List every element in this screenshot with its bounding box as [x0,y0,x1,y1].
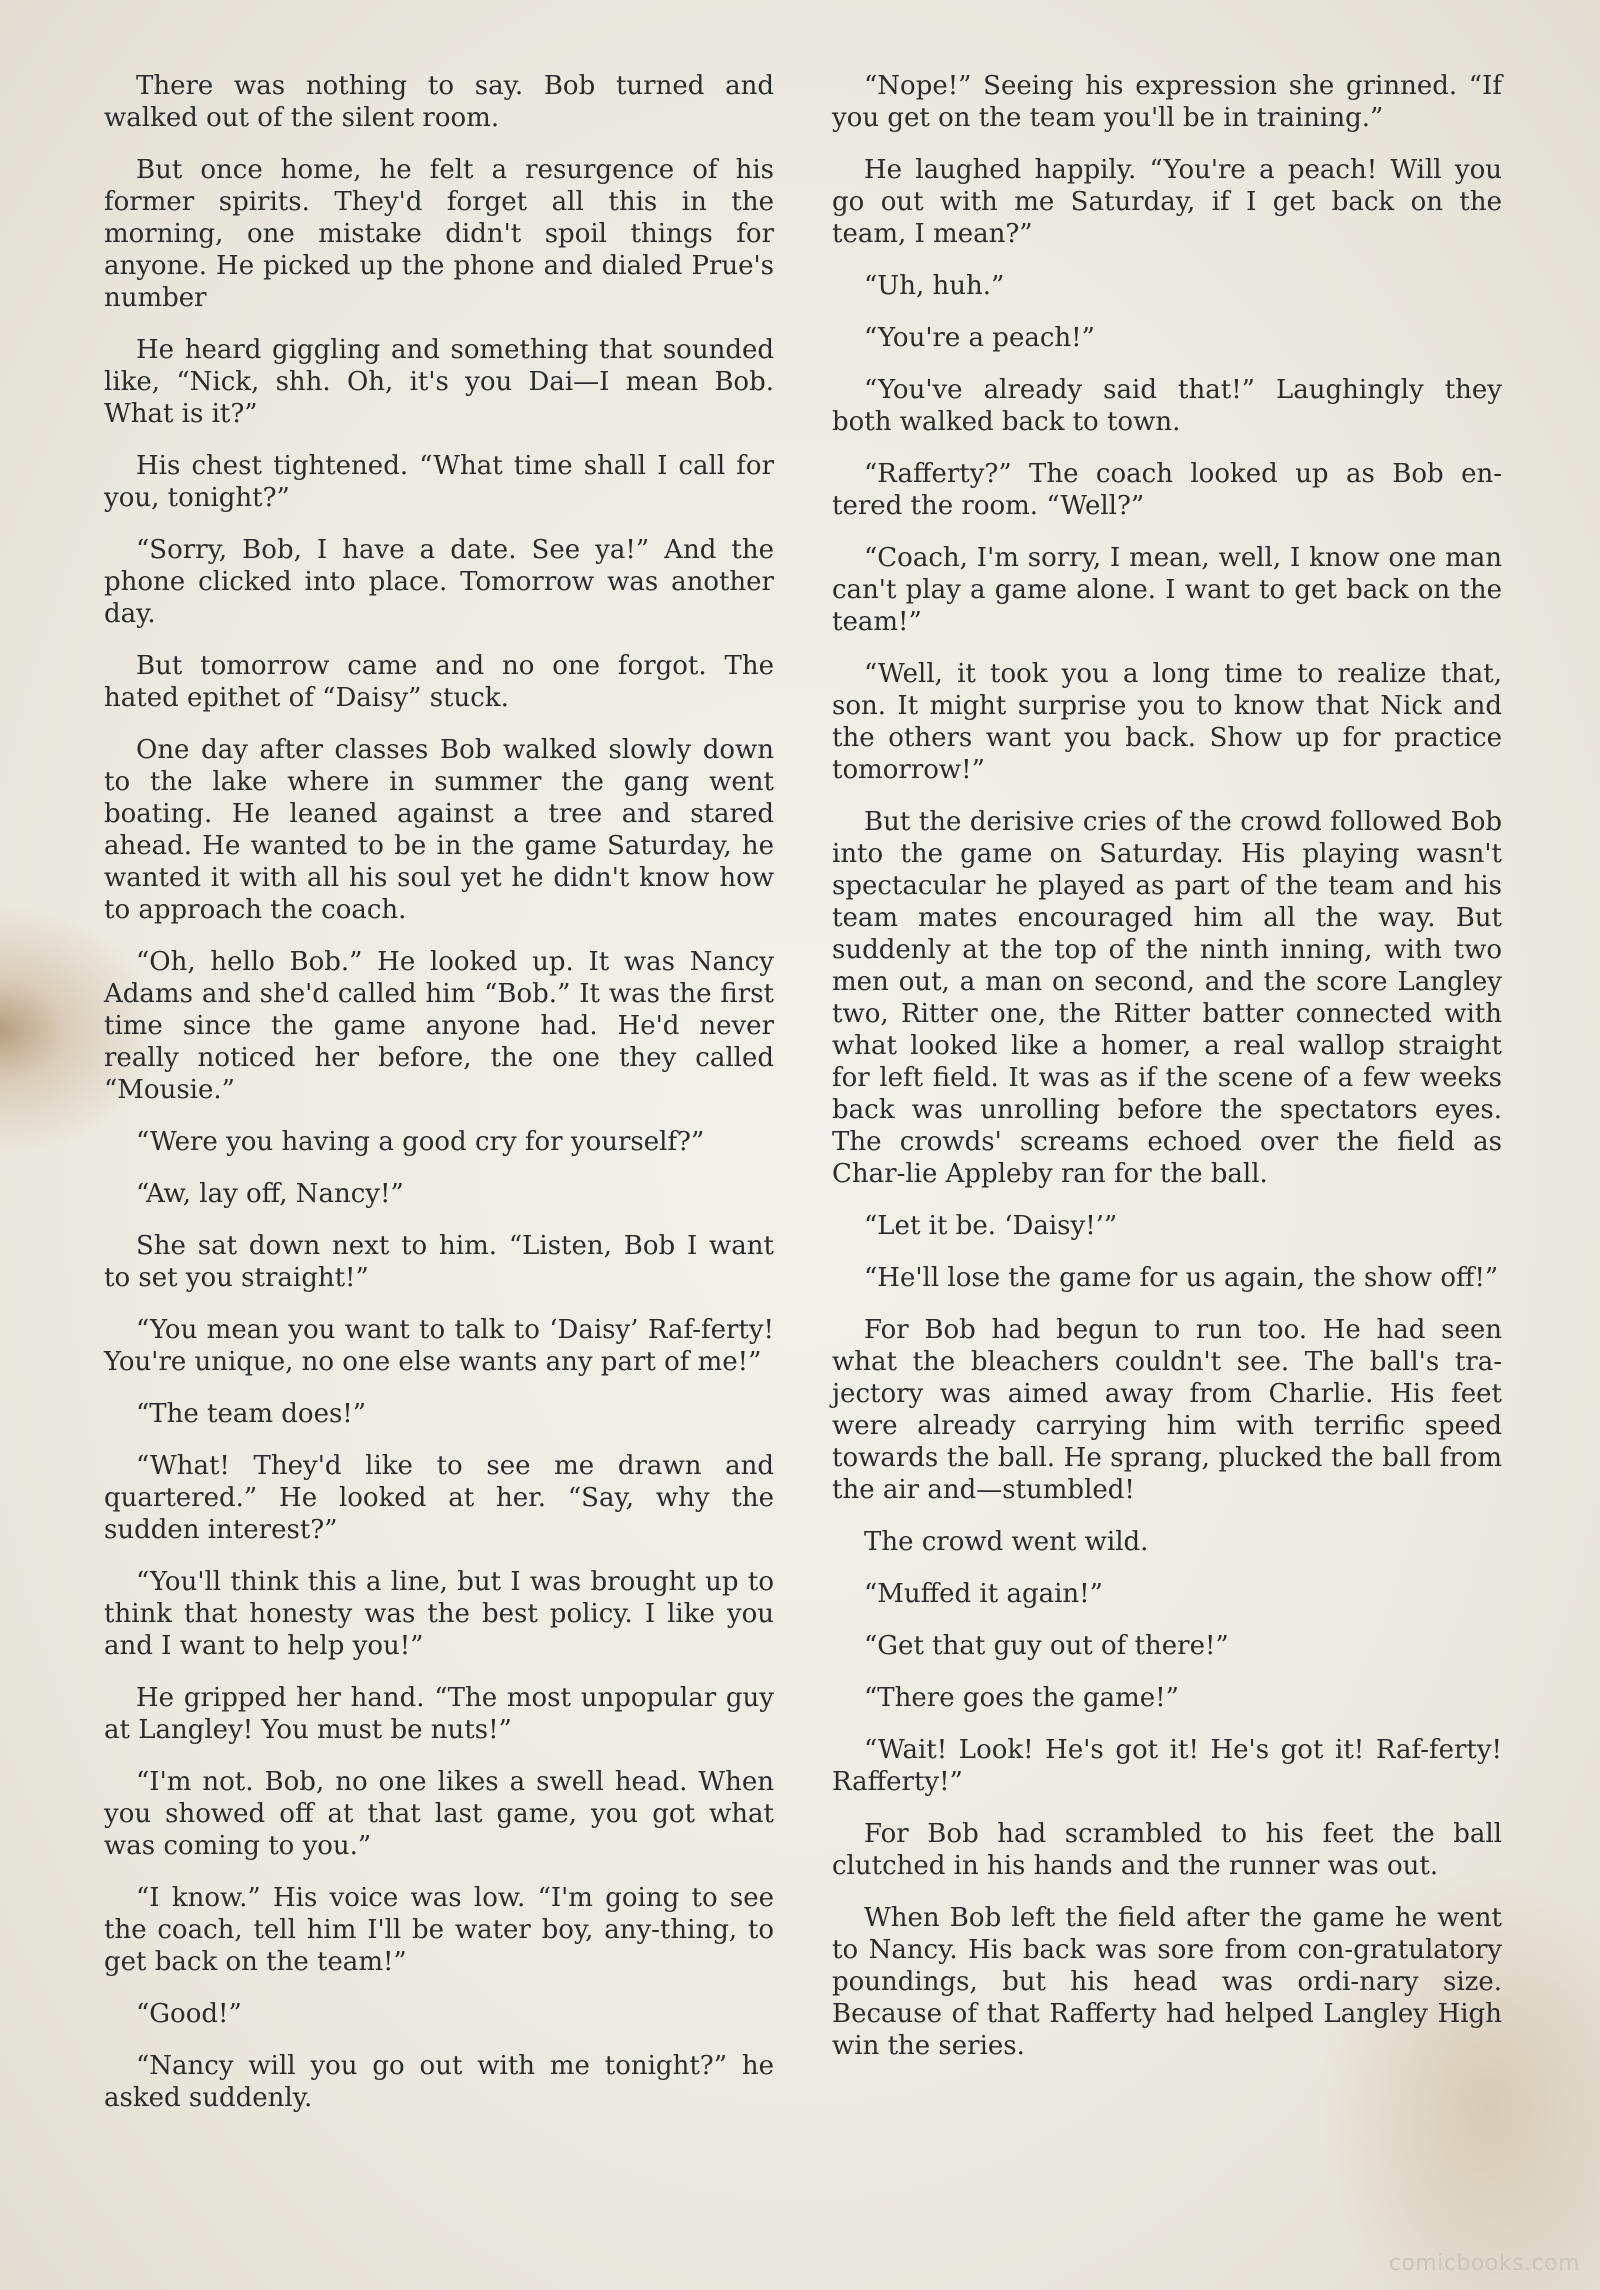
paragraph: He gripped her hand. “The most unpopular guy at Langley! You must be nuts!” [104,1683,774,1745]
paragraph: But tomorrow came and no one forgot. The hated epithet of “Daisy” stuck. [104,651,774,713]
paragraph: He heard giggling and something that sounded like, “Nick, shh. Oh, it's you Dai—I mean Bob. What is it?” [104,335,774,429]
paragraph: For Bob had scrambled to his feet the ball clutched in his hands and the runner was out. [832,1819,1502,1881]
paragraph: “The team does!” [136,1399,367,1429]
paragraph: “Nope!” Seeing his expression she grinned. “If you get on the team you'll be in training.” [832,71,1502,133]
paragraph: But the derisive cries of the crowd followed Bob into the game on Saturday. His playing wasn't spectacular he played as part of the team and his team mates encouraged him all the way. But suddenly at the top of the ninth inning, with two men out, a man on second, and the score Langley two, Ritter one, the Ritter batter connected with what looked like a homer, a real wallop straight for left field. It was as if the scene of a few weeks back was unrolling before the spectators eyes. The crowds' screams echoed over the field as Char-lie Appleby ran for the ball. [832,807,1502,1189]
paragraph: The crowd went wild. [864,1527,1149,1557]
paragraph: “Wait! Look! He's got it! He's got it! Raf-ferty! Rafferty!” [832,1735,1502,1797]
paragraph: “What! They'd like to see me drawn and quartered.” He looked at her. “Say, why the sudden interest?” [104,1451,774,1545]
left-column [104,70,774,2134]
paragraph: “Well, it took you a long time to realize that, son. It might surprise you to know that Nick and the others want you back. Show up for practice tomorrow!” [832,659,1502,785]
paragraph: “You'll think this a line, but I was brought up to think that honesty was the best policy. I like you and I want to help you!” [104,1567,774,1661]
paragraph: When Bob left the field after the game he went to Nancy. His back was sore from con-gratulatory poundings, but his head was ordi-nary size. Because of that Rafferty had helped Langley High win the series. [832,1903,1502,2061]
paragraph: “Let it be. ‘Daisy!’” [864,1211,1118,1241]
paragraph: “Uh, huh.” [864,271,1005,301]
paragraph: There was nothing to say. Bob turned and walked out of the silent room. [104,71,774,133]
paragraph: His chest tightened. “What time shall I call for you, tonight?” [104,451,774,513]
paragraph: “There goes the game!” [864,1683,1179,1713]
paragraph: One day after classes Bob walked slowly down to the lake where in summer the gang went boating. He leaned against a tree and stared ahead. He wanted to be in the game Saturday, he wanted it with all his soul yet he didn't know how to approach the coach. [104,735,774,925]
paragraph: “I know.” His voice was low. “I'm going to see the coach, tell him I'll be water boy, any-thing, to get back on the team!” [104,1883,774,1977]
paragraph: “I'm not. Bob, no one likes a swell head. When you showed off at that last game, you got what was coming to you.” [104,1767,774,1861]
paragraph: “Muffed it again!” [864,1579,1103,1609]
paragraph: “Rafferty?” The coach looked up as Bob en-tered the room. “Well?” [832,459,1502,521]
paragraph: He laughed happily. “You're a peach! Will you go out with me Saturday, if I get back on the team, I mean?” [832,155,1502,249]
paragraph: “You've already said that!” Laughingly they both walked back to town. [832,375,1502,437]
paragraph: “Nancy will you go out with me tonight?” he asked suddenly. [104,2051,774,2113]
paragraph: But once home, he felt a resurgence of his former spirits. They'd forget all this in the morning, one mistake didn't spoil things for anyone. He picked up the phone and dialed Prue's number [104,155,774,313]
paragraph: “Were you having a good cry for yourself?” [136,1127,705,1157]
paragraph: “Sorry, Bob, I have a date. See ya!” And the phone clicked into place. Tomorrow was another day. [104,535,774,629]
paragraph: “He'll lose the game for us again, the show off!” [864,1263,1499,1293]
paragraph: “Get that guy out of there!” [864,1631,1229,1661]
paragraph: “You mean you want to talk to ‘Daisy’ Raf-ferty! You're unique, no one else wants any part of me!” [104,1315,774,1377]
paragraph: “Coach, I'm sorry, I mean, well, I know one man can't play a game alone. I want to get back on the team!” [832,543,1502,637]
watermark: comicbooks.com [1388,2251,1580,2276]
paragraph: “Oh, hello Bob.” He looked up. It was Nancy Adams and she'd called him “Bob.” It was the first time since the game anyone had. He'd never really noticed her before, the one they called “Mousie.” [104,947,774,1105]
paragraph: “You're a peach!” [864,323,1095,353]
paragraph: She sat down next to him. “Listen, Bob I want to set you straight!” [104,1231,774,1293]
paragraph: “Aw, lay off, Nancy!” [136,1179,404,1209]
paragraph: “Good!” [136,1999,242,2029]
paragraph: For Bob had begun to run too. He had seen what the bleachers couldn't see. The ball's tra-jectory was aimed away from Charlie. His feet were already carrying him with terrific speed towards the ball. He sprang, plucked the ball from the air and—stumbled! [832,1315,1502,1505]
right-column [832,70,1502,2082]
